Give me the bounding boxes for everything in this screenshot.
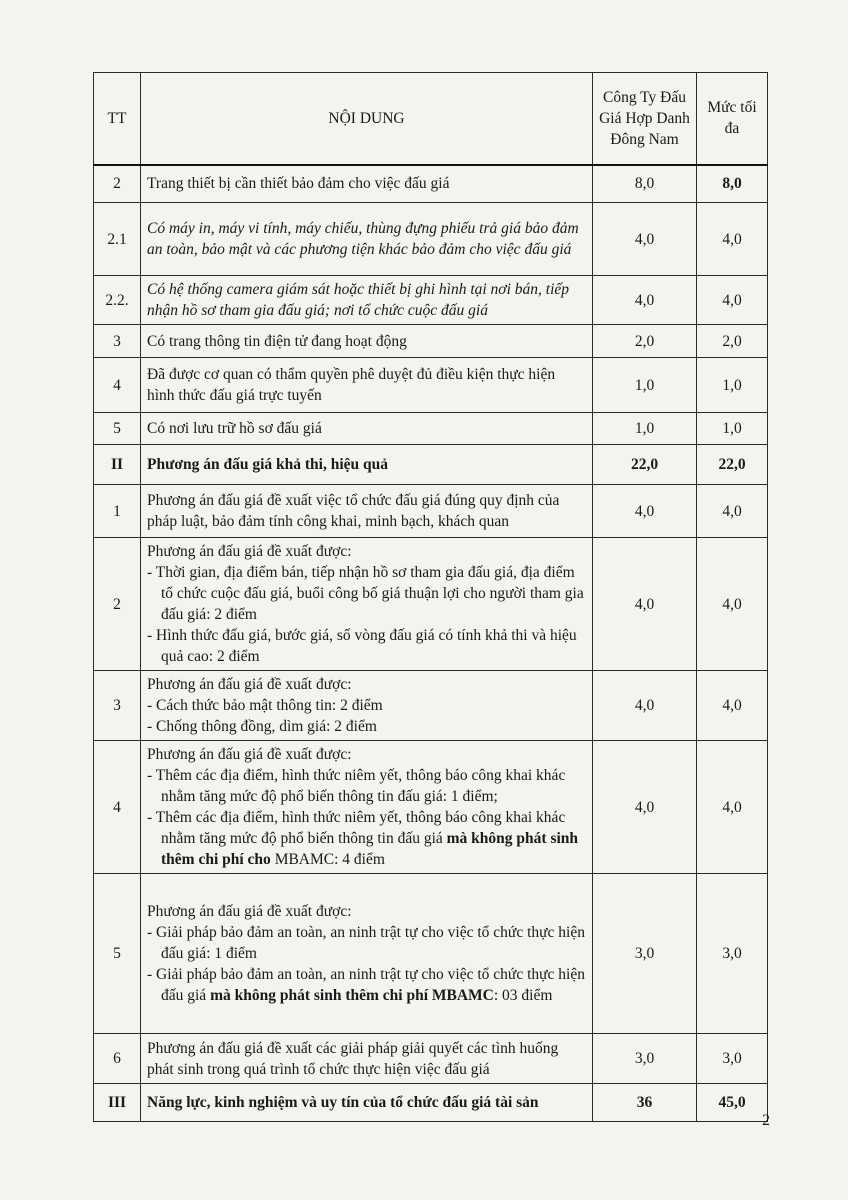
section-row	[94, 445, 768, 485]
table-row	[94, 741, 768, 874]
table-row	[94, 538, 768, 671]
row-item: - Giải pháp bảo đảm an toàn, an ninh trật tự cho việc tổ chức thực hiện đấu giá: 1 điểm	[147, 922, 586, 964]
row-tt: 2	[94, 165, 141, 203]
row-tt: 2.1	[94, 203, 141, 276]
row-score: 4,0	[593, 741, 697, 874]
row-max: 4,0	[697, 485, 768, 538]
row-intro: Phương án đấu giá đề xuất được:	[147, 903, 352, 920]
row-tt: II	[94, 445, 141, 485]
row-tt: 4	[94, 741, 141, 874]
row-item	[147, 807, 586, 870]
table-row	[94, 671, 768, 741]
row-item: - Cách thức bảo mật thông tin: 2 điểm	[147, 695, 586, 716]
section-row	[94, 1084, 768, 1122]
row-tt: 2.2.	[94, 276, 141, 325]
row-item: - Thời gian, địa điểm bán, tiếp nhận hồ sơ tham gia đấu giá, địa điểm tổ chức cuộc đấu giá, buổi công bố giá thuận lợi cho người tham gia đấu giá: 2 điểm	[147, 562, 586, 625]
row-intro: Phương án đấu giá đề xuất được:	[147, 543, 352, 560]
row-content: Có hệ thống camera giám sát hoặc thiết bị ghi hình tại nơi bán, tiếp nhận hồ sơ tham gia đấu giá; nơi tổ chức cuộc đấu giá	[141, 276, 593, 325]
table-row	[94, 358, 768, 413]
row-item-emphasis: mà không phát sinh thêm chi phí cho	[161, 830, 579, 868]
row-item	[147, 964, 586, 1006]
row-item: - Chống thông đồng, dìm giá: 2 điểm	[147, 716, 586, 737]
row-score: 4,0	[593, 203, 697, 276]
row-max: 3,0	[697, 874, 768, 1034]
row-max: 4,0	[697, 671, 768, 741]
row-item-text: Thêm các địa điểm, hình thức niêm yết, thông báo công khai khác nhằm tăng mức độ phổ biến thông tin đấu giá	[155, 809, 566, 847]
row-score: 4,0	[593, 485, 697, 538]
row-max: 4,0	[697, 538, 768, 671]
row-tt: III	[94, 1084, 141, 1122]
row-content: Đã được cơ quan có thẩm quyền phê duyệt đủ điều kiện thực hiện hình thức đấu giá trực tuyến	[141, 358, 593, 413]
row-tt: 6	[94, 1034, 141, 1084]
row-score: 36	[593, 1084, 697, 1122]
row-score: 4,0	[593, 538, 697, 671]
row-max: 3,0	[697, 1034, 768, 1084]
row-score: 22,0	[593, 445, 697, 485]
row-score: 1,0	[593, 413, 697, 445]
row-score: 8,0	[593, 165, 697, 203]
row-content: Phương án đấu giá đề xuất việc tổ chức đấu giá đúng quy định của pháp luật, bảo đảm tính công khai, minh bạch, khách quan	[141, 485, 593, 538]
scoring-table	[93, 72, 768, 1122]
row-item: - Hình thức đấu giá, bước giá, số vòng đấu giá có tính khả thi và hiệu quả cao: 2 điểm	[147, 625, 586, 667]
row-max: 2,0	[697, 325, 768, 358]
row-item-text: MBAMC: 4 điểm	[270, 851, 385, 868]
row-max: 22,0	[697, 445, 768, 485]
row-content: Có máy in, máy vi tính, máy chiếu, thùng đựng phiếu trả giá bảo đảm an toàn, bảo mật và các phương tiện khác bảo đảm cho việc đấu giá	[141, 203, 593, 276]
row-max: 4,0	[697, 276, 768, 325]
header-company: Công Ty Đấu Giá Hợp Danh Đông Nam	[593, 73, 697, 165]
row-content	[141, 874, 593, 1034]
table-row	[94, 276, 768, 325]
row-max: 45,0	[697, 1084, 768, 1122]
row-max: 4,0	[697, 203, 768, 276]
table-row	[94, 413, 768, 445]
row-item-emphasis: mà không phát sinh thêm chi phí MBAMC	[210, 987, 494, 1004]
row-tt: 2	[94, 538, 141, 671]
header-tt: TT	[94, 73, 141, 165]
row-content: Năng lực, kinh nghiệm và uy tín của tổ chức đấu giá tài sản	[141, 1084, 593, 1122]
row-score: 2,0	[593, 325, 697, 358]
row-tt: 5	[94, 874, 141, 1034]
row-intro: Phương án đấu giá đề xuất được:	[147, 676, 352, 693]
row-score: 3,0	[593, 1034, 697, 1084]
table-row	[94, 325, 768, 358]
table-header-row	[94, 73, 768, 165]
row-max: 1,0	[697, 413, 768, 445]
row-score: 1,0	[593, 358, 697, 413]
table-row	[94, 485, 768, 538]
header-content: NỘI DUNG	[141, 73, 593, 165]
row-content: Có nơi lưu trữ hồ sơ đấu giá	[141, 413, 593, 445]
table-row	[94, 1034, 768, 1084]
row-max: 1,0	[697, 358, 768, 413]
row-tt: 3	[94, 671, 141, 741]
table-row	[94, 874, 768, 1034]
row-tt: 5	[94, 413, 141, 445]
row-max: 4,0	[697, 741, 768, 874]
row-content: Phương án đấu giá khả thi, hiệu quả	[141, 445, 593, 485]
row-max: 8,0	[697, 165, 768, 203]
row-item-text: : 03 điểm	[493, 987, 553, 1004]
row-content: Phương án đấu giá đề xuất các giải pháp giải quyết các tình huống phát sinh trong quá trình tổ chức thực hiện việc đấu giá	[141, 1034, 593, 1084]
row-tt: 1	[94, 485, 141, 538]
row-content: Trang thiết bị cần thiết bảo đảm cho việc đấu giá	[141, 165, 593, 203]
page-number: 2	[762, 1112, 770, 1129]
row-score: 4,0	[593, 671, 697, 741]
row-item-text: Giải pháp bảo đảm an toàn, an ninh trật tự cho việc tổ chức thực hiện đấu giá	[156, 966, 585, 1004]
row-content	[141, 671, 593, 741]
row-intro: Phương án đấu giá đề xuất được:	[147, 746, 352, 763]
row-tt: 4	[94, 358, 141, 413]
row-item: - Thêm các địa điểm, hình thức niêm yết, thông báo công khai khác nhằm tăng mức độ phổ biến thông tin đấu giá: 1 điểm;	[147, 765, 586, 807]
row-score: 3,0	[593, 874, 697, 1034]
table-row	[94, 165, 768, 203]
header-max: Mức tối đa	[697, 73, 768, 165]
row-score: 4,0	[593, 276, 697, 325]
table-row	[94, 203, 768, 276]
row-content: Có trang thông tin điện tử đang hoạt động	[141, 325, 593, 358]
row-tt: 3	[94, 325, 141, 358]
row-content	[141, 741, 593, 874]
row-content	[141, 538, 593, 671]
